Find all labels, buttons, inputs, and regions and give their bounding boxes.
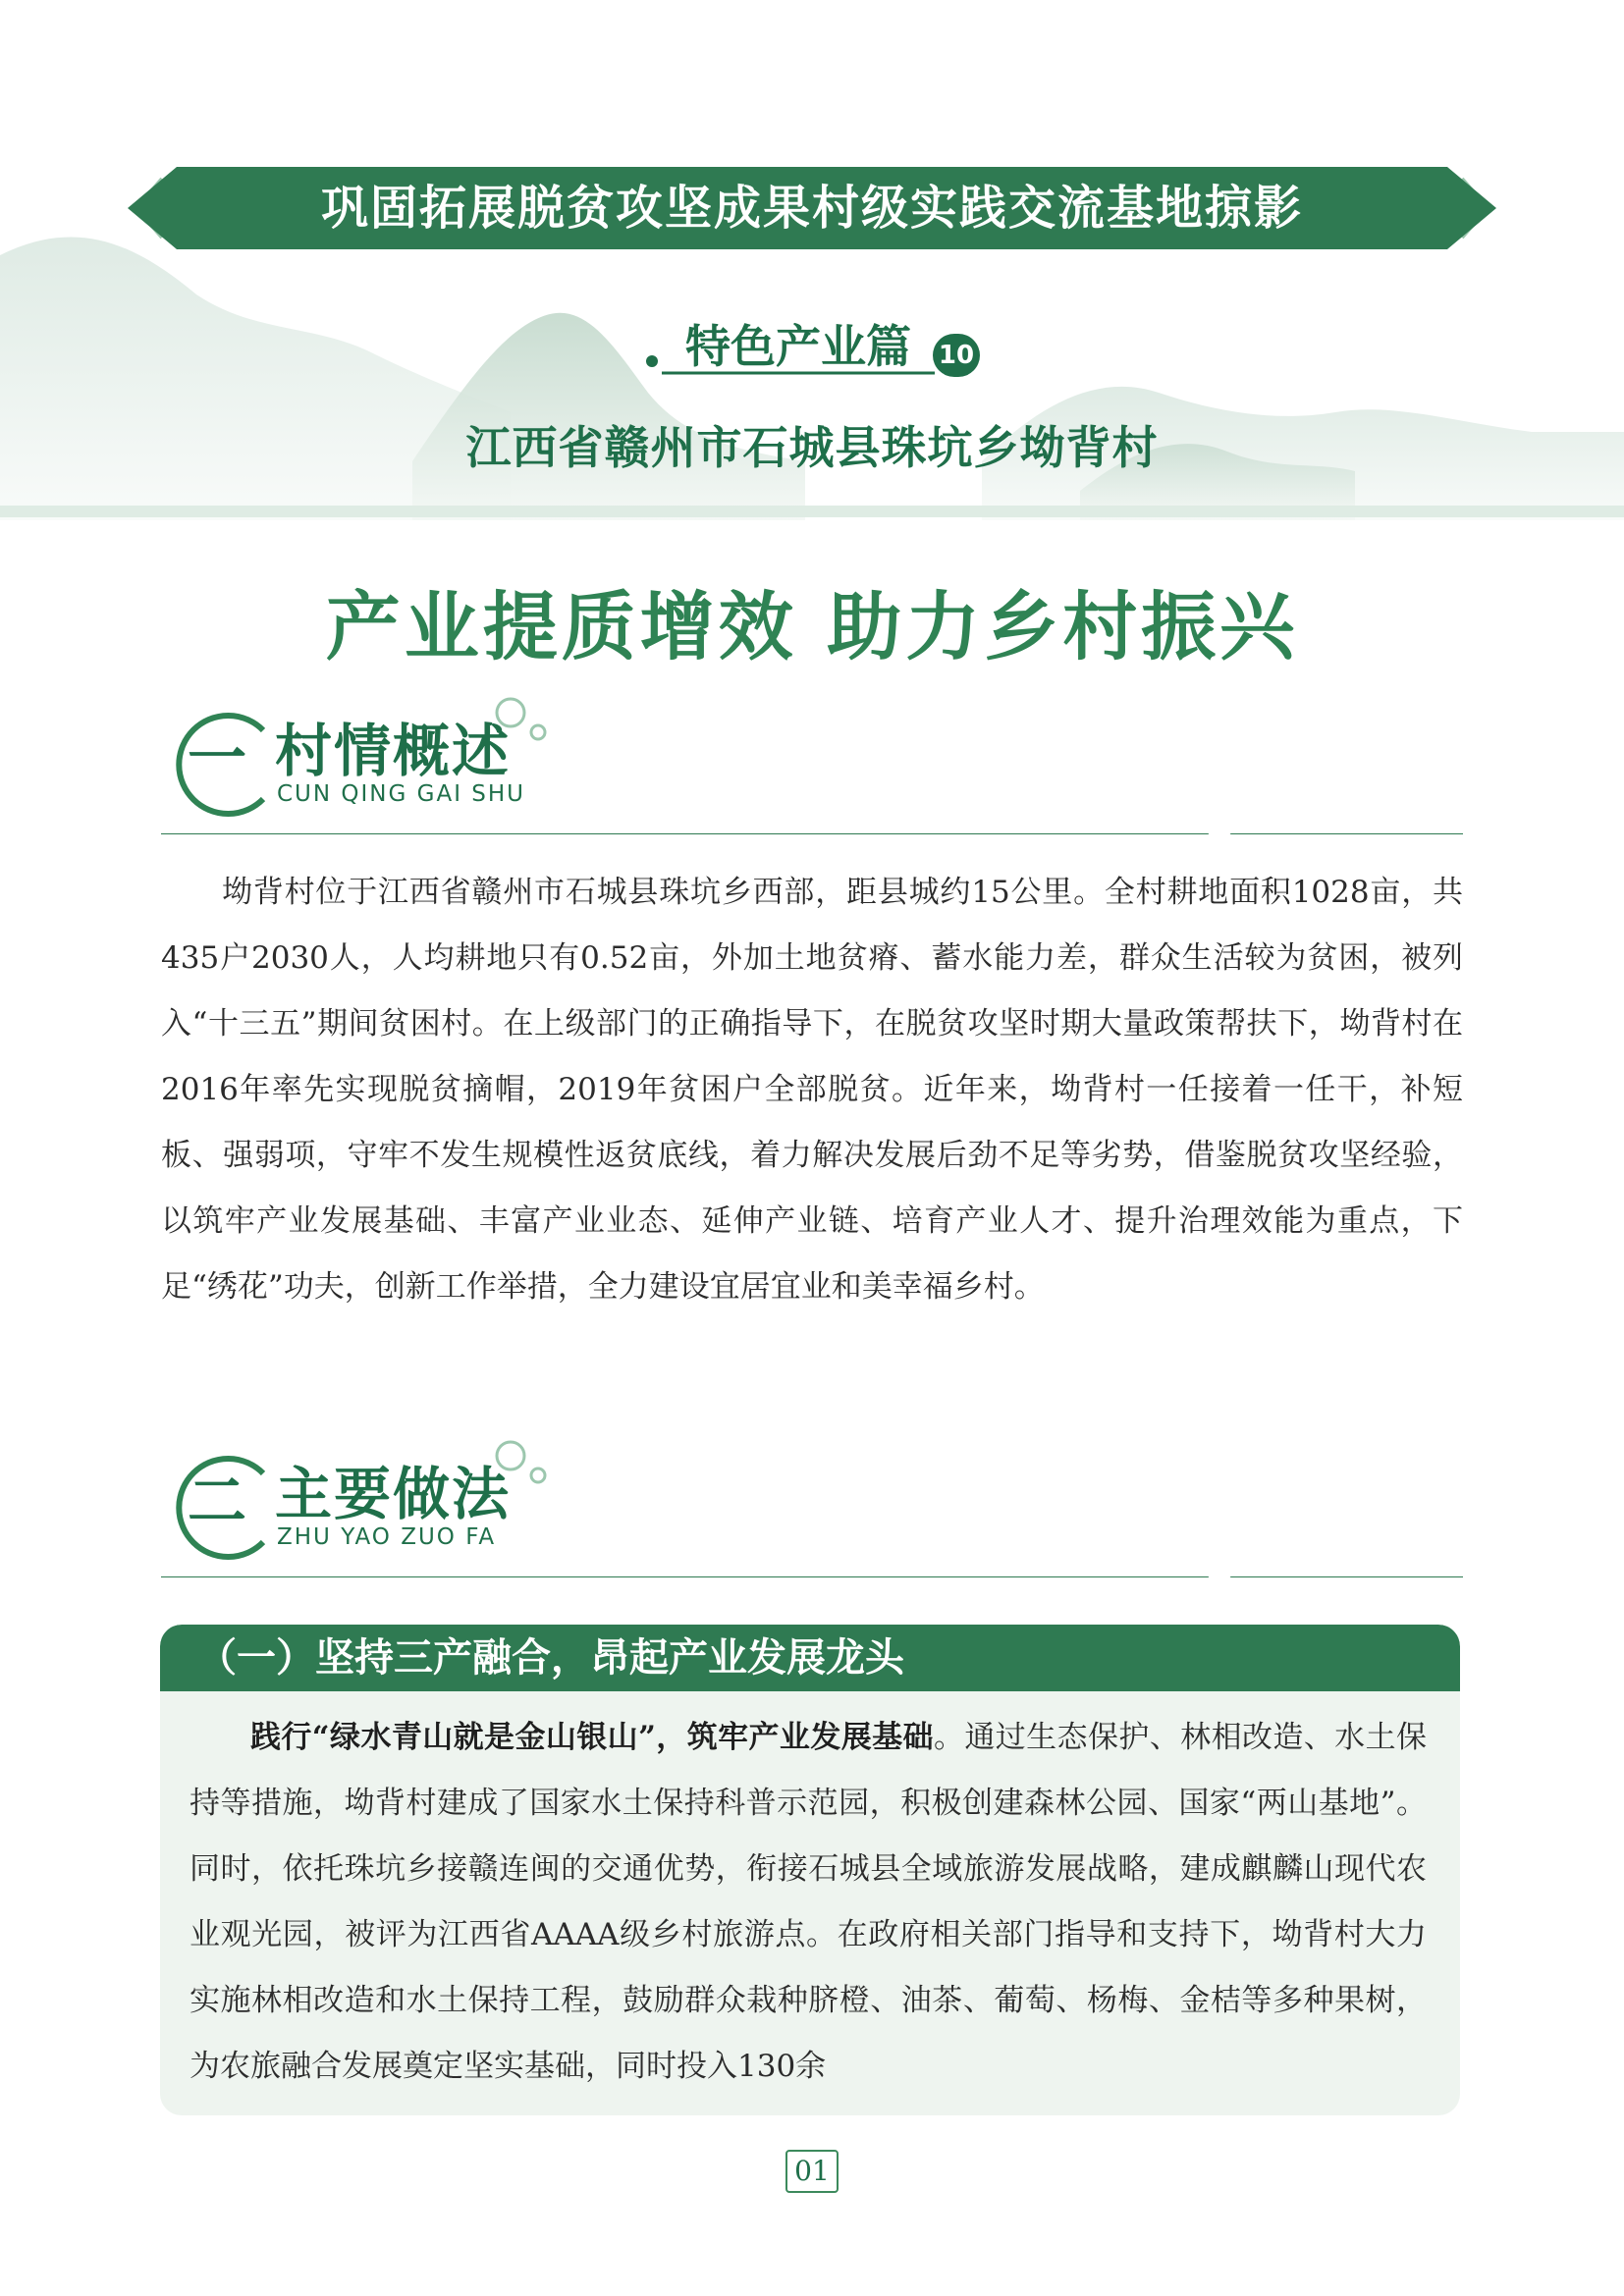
village-name: 江西省赣州市石城县珠坑乡坳背村	[465, 421, 1159, 474]
subsection-lead: 践行“绿水青山就是金山银山”，筑牢产业发展基础	[250, 1720, 934, 1755]
subsection-body: 。通过生态保护、林相改造、水土保持等措施，坳背村建成了国家水土保持科普示范园，积极创建森林公园、国家“两山基地”。同时，依托珠坑乡接赣连闽的交通优势，衔接石城县全域旅游发展战略，建成麒麟山现代农业观光园，被评为江西省AAAA级乡村旅游点。在政府相关部门指导和支持下，坳背村大力实施林相改造和水土保持工程，鼓励群众栽种脐橙、油茶、葡萄、杨梅、金桔等多种果树，为农旅融合发展奠定坚实基础，同时投入130余	[189, 1720, 1427, 2084]
section-1-paragraph: 坳背村位于江西省赣州市石城县珠坑乡西部，距县城约15公里。全村耕地面积1028亩，共435户2030人，人均耕地只有0.52亩，外加土地贫瘠、蓄水能力差，群众生活较为贫困，被列入“十三五”期间贫困村。在上级部门的正确指导下，在脱贫攻坚时期大量政策帮扶下，坳背村在2016年率先实现脱贫摘帽，2019年贫困户全部脱贫。近年来，坳背村一任接着一任干，补短板、强弱项，守牢不发生规模性返贫底线，着力解决发展后劲不足等劣势，借鉴脱贫攻坚经验，以筑牢产业发展基础、丰富产业业态、延伸产业链、培育产业人才、提升治理效能为重点，下足“绣花”功夫，创新工作举措，全力建设宜居宜业和美幸福乡村。	[161, 875, 1464, 1305]
section-header-1	[157, 687, 1463, 834]
series-label: 特色产业篇	[685, 320, 911, 373]
subsection-paragraph	[189, 1705, 1427, 2100]
section-number: 一	[188, 724, 246, 793]
series-underline	[644, 353, 939, 377]
section-title: 村情概述	[275, 718, 512, 784]
banner-title: 巩固拓展脱贫攻坚成果村级实践交流基地掠影	[320, 181, 1303, 236]
top-banner	[128, 167, 1496, 249]
series-number-badge: 10	[933, 334, 980, 377]
page-number: 01	[785, 2150, 839, 2193]
section-title: 主要做法	[275, 1461, 512, 1527]
section-pinyin: ZHU YAO ZUO FA	[277, 1524, 497, 1550]
section-number: 二	[188, 1468, 246, 1536]
subsection-box	[160, 1625, 1460, 2115]
subsection-heading: （一）坚持三产融合，昂起产业发展龙头	[160, 1625, 1460, 1691]
section-header-2	[157, 1430, 1463, 1577]
main-title: 产业提质增效 助力乡村振兴	[325, 583, 1299, 670]
section-pinyin: CUN QING GAI SHU	[277, 781, 526, 807]
